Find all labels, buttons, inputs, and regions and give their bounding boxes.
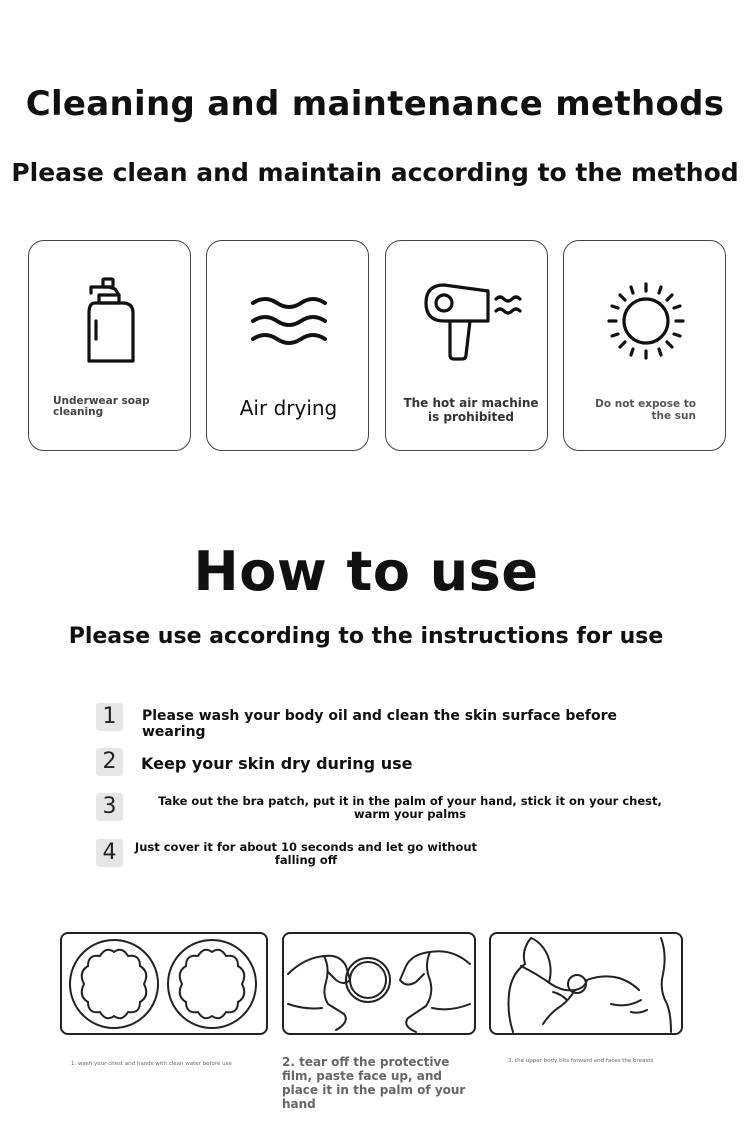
- cleaning-title: Cleaning and maintenance methods: [25, 84, 725, 124]
- hands-holding-pad-illustration: [284, 934, 474, 1033]
- how-to-use-title: How to use: [193, 540, 539, 603]
- card-no-sun: [563, 240, 726, 451]
- illustration-hands-pad: [282, 932, 476, 1035]
- sun-icon: [606, 281, 686, 361]
- card-soap-cleaning: [28, 240, 191, 451]
- caption: 3. the upper body tilts forward and faces the breasts: [508, 1058, 654, 1064]
- card-label: Air drying: [239, 396, 338, 420]
- card-label: The hot air machine is prohibited: [403, 396, 539, 424]
- step-text: Just cover it for about 10 seconds and let go without falling off: [134, 840, 478, 867]
- step-number: 4: [96, 839, 123, 867]
- step-number: 3: [96, 793, 123, 821]
- step-text: Take out the bra patch, put it in the palm of your hand, stick it on your chest, warm your palms: [158, 794, 662, 821]
- step-number: 1: [96, 703, 123, 731]
- cleaning-subtitle: Please clean and maintain according to the method: [11, 158, 739, 187]
- hair-dryer-icon: [422, 281, 522, 361]
- caption: 2. tear off the protective film, paste face up, and place it in the palm of your hand: [282, 1055, 466, 1111]
- card-label: Underwear soap cleaning: [53, 395, 150, 418]
- illustration-pads: [60, 932, 268, 1035]
- card-label: Do not expose to the sun: [595, 398, 696, 422]
- step-text: Please wash your body oil and clean the skin surface before wearing: [142, 708, 618, 740]
- card-hot-air-prohibited: [385, 240, 548, 451]
- body-applying-illustration: [491, 934, 681, 1033]
- breast-pads-illustration: [62, 934, 266, 1033]
- air-waves-icon: [249, 293, 329, 349]
- step-text: Keep your skin dry during use: [141, 754, 413, 773]
- step-number: 2: [96, 748, 123, 776]
- illustration-apply: [489, 932, 683, 1035]
- card-air-drying: [206, 240, 369, 451]
- caption: 1. wash your chest and hands with clean water before use: [71, 1061, 232, 1067]
- soap-bottle-icon: [85, 277, 137, 365]
- how-to-use-subtitle: Please use according to the instructions for use: [68, 624, 664, 649]
